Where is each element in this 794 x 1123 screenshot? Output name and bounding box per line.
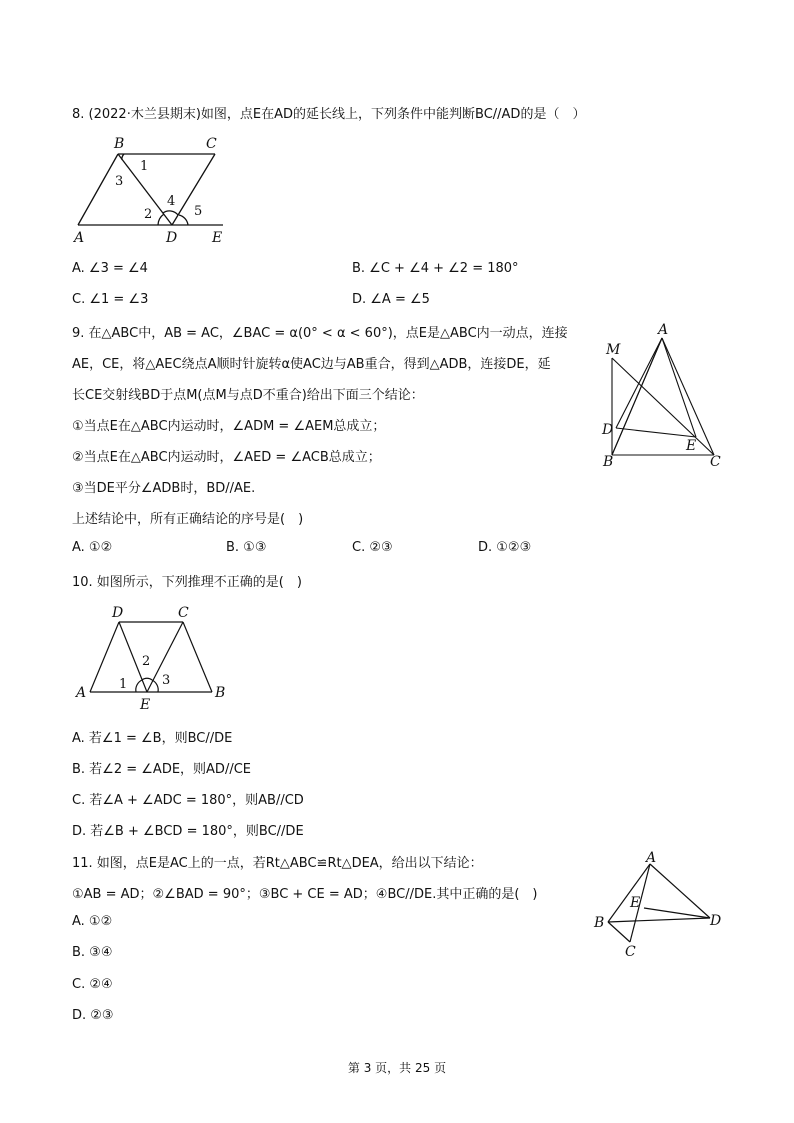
- q8-option-c[interactable]: C. ∠1 = ∠3: [72, 292, 149, 307]
- q8-label-angle1: 1: [140, 159, 149, 174]
- q10-figure: [72, 602, 232, 712]
- q9-label-A: A: [658, 322, 669, 338]
- q8-stem: 8. (2022·木兰县期末)如图，点E在AD的延长线上，下列条件中能判断BC//AD的是（ ）: [72, 107, 586, 122]
- q10-label-angle1: 1: [119, 677, 128, 692]
- q11-label-C: C: [625, 944, 636, 960]
- q9-label-C: C: [710, 454, 721, 470]
- q8-label-angle5: 5: [194, 204, 203, 219]
- q11-option-b[interactable]: B. ③④: [72, 945, 113, 960]
- q9-conclusion-1: ①当点E在△ABC内运动时，∠ADM = ∠AEM总成立；: [72, 419, 386, 434]
- q11-figure: [590, 850, 730, 965]
- q11-stem-line-1: 11. 如图，点E是AC上的一点，若Rt△ABC≌Rt△DEA，给出以下结论：: [72, 856, 483, 871]
- q9-label-B: B: [603, 454, 614, 470]
- q9-conclusion-3: ③当DE平分∠ADB时，BD//AE.: [72, 481, 256, 496]
- q10-option-d[interactable]: D. 若∠B + ∠BCD = 180°，则BC//DE: [72, 824, 304, 839]
- q9-stem-line-3: 长CE交射线BD于点M(点M与点D不重合)给出下面三个结论：: [72, 388, 424, 403]
- q10-label-E: E: [140, 697, 151, 713]
- q9-option-d[interactable]: D. ①②③: [478, 540, 532, 555]
- q8-option-a[interactable]: A. ∠3 = ∠4: [72, 261, 148, 276]
- q11-label-E: E: [630, 895, 641, 911]
- q8-option-d[interactable]: D. ∠A = ∠5: [352, 292, 430, 307]
- q10-label-B: B: [215, 685, 226, 701]
- q10-label-D: D: [112, 605, 124, 621]
- q11-label-D: D: [710, 913, 722, 929]
- q10-label-A: A: [76, 685, 87, 701]
- q9-stem-line-2: AE，CE，将△AEC绕点A顺时针旋转α使AC边与AB重合，得到△ADB，连接DE，延: [72, 357, 551, 372]
- q8-label-C: C: [206, 136, 217, 152]
- q11-option-d[interactable]: D. ②③: [72, 1008, 114, 1023]
- q10-option-a[interactable]: A. 若∠1 = ∠B，则BC//DE: [72, 731, 233, 746]
- page-footer: 第 3 页，共 25 页: [347, 1061, 447, 1075]
- q11-stem-line-2: ①AB = AD；②∠BAD = 90°；③BC + CE = AD；④BC//DE.其中正确的是( ): [72, 887, 538, 902]
- q8-label-A: A: [74, 230, 85, 246]
- q8-figure: [70, 130, 240, 250]
- q8-label-angle2: 2: [144, 207, 153, 222]
- q8-label-D: D: [166, 230, 178, 246]
- q9-label-D: D: [602, 422, 614, 438]
- q8-label-angle3: 3: [115, 174, 124, 189]
- q10-label-angle3: 3: [162, 673, 171, 688]
- q8-option-b[interactable]: B. ∠C + ∠4 + ∠2 = 180°: [352, 261, 519, 276]
- q9-question: 上述结论中，所有正确结论的序号是( ): [72, 512, 304, 527]
- q9-conclusion-2: ②当点E在△ABC内运动时，∠AED = ∠ACB总成立；: [72, 450, 381, 465]
- q10-label-angle2: 2: [142, 654, 151, 669]
- q10-label-C: C: [178, 605, 189, 621]
- q9-option-a[interactable]: A. ①②: [72, 540, 113, 555]
- q8-label-E: E: [212, 230, 223, 246]
- q11-option-c[interactable]: C. ②④: [72, 977, 113, 992]
- q8-label-angle4: 4: [167, 194, 176, 209]
- q10-option-c[interactable]: C. 若∠A + ∠ADC = 180°，则AB//CD: [72, 793, 304, 808]
- q8-label-B: B: [114, 136, 125, 152]
- q9-figure: [600, 320, 730, 470]
- q9-stem-line-1: 9. 在△ABC中，AB = AC，∠BAC = α(0° < α < 60°)，点E是△ABC内一动点，连接: [72, 326, 568, 341]
- q9-label-M: M: [606, 342, 621, 358]
- q11-label-B: B: [594, 915, 605, 931]
- q10-option-b[interactable]: B. 若∠2 = ∠ADE，则AD//CE: [72, 762, 251, 777]
- q11-option-a[interactable]: A. ①②: [72, 914, 113, 929]
- q9-option-b[interactable]: B. ①③: [226, 540, 267, 555]
- q9-option-c[interactable]: C. ②③: [352, 540, 393, 555]
- q10-stem: 10. 如图所示，下列推理不正确的是( ): [72, 575, 302, 590]
- q9-label-E: E: [686, 438, 697, 454]
- q11-label-A: A: [646, 850, 657, 866]
